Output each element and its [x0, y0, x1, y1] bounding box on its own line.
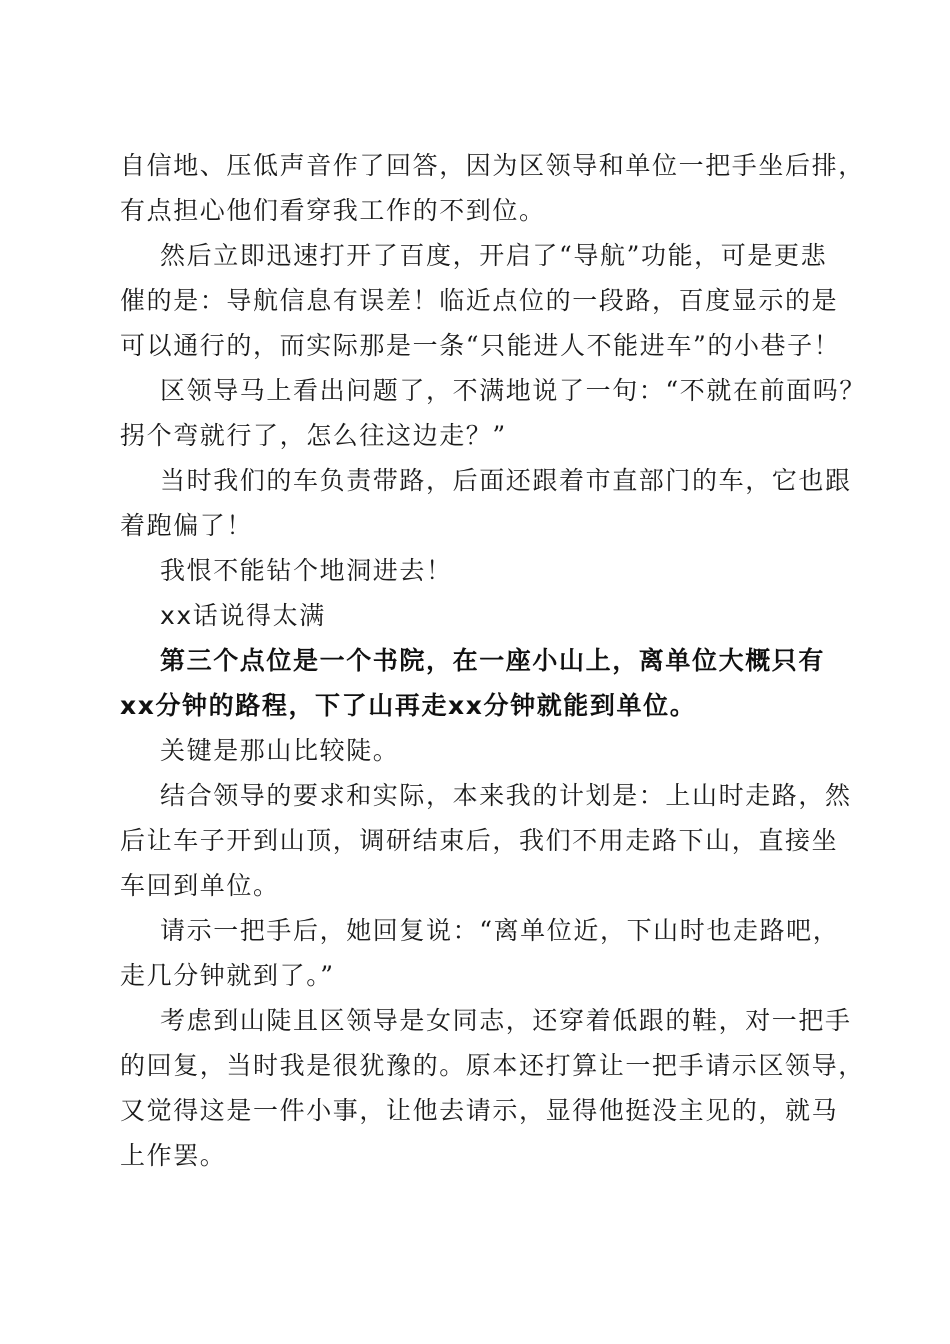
paragraph-line: 自信地、压低声音作了回答，因为区领导和单位一把手坐后排，	[120, 151, 865, 180]
paragraph-line: 请示一把手后，她回复说：“离单位近，下山时也走路吧，	[160, 916, 840, 945]
paragraph-line: 第三个点位是一个书院，在一座小山上，离单位大概只有	[160, 646, 826, 675]
paragraph-line: 考虑到山陡且区领导是女同志，还穿着低跟的鞋，对一把手	[160, 1006, 852, 1035]
paragraph-line: 催的是：导航信息有误差！临近点位的一段路，百度显示的是	[120, 286, 839, 315]
paragraph-line: 有点担心他们看穿我工作的不到位。	[120, 196, 546, 225]
paragraph-line: 可以通行的，而实际那是一条“只能进人不能进车”的小巷子！	[120, 331, 841, 360]
paragraph-line: xx分钟的路程，下了山再走xx分钟就能到单位。	[120, 691, 697, 720]
paragraph-line: 区领导马上看出问题了，不满地说了一句：“不就在前面吗？	[160, 376, 866, 405]
paragraph-line: 结合领导的要求和实际，本来我的计划是：上山时走路，然	[160, 781, 852, 810]
paragraph-line: 后让车子开到山顶，调研结束后，我们不用走路下山，直接坐	[120, 826, 839, 855]
paragraph-line: 拐个弯就行了，怎么往这边走？”	[120, 421, 507, 450]
paragraph-line: 着跑偏了！	[120, 511, 254, 540]
paragraph-line: 关键是那山比较陡。	[160, 736, 400, 765]
paragraph-line: 车回到单位。	[120, 871, 280, 900]
paragraph-line: 的回复，当时我是很犹豫的。原本还打算让一把手请示区领导，	[120, 1051, 865, 1080]
paragraph-line: 当时我们的车负责带路，后面还跟着市直部门的车，它也跟	[160, 466, 852, 495]
body-text	[120, 143, 866, 1178]
paragraph-line: 又觉得这是一件小事，让他去请示，显得他挺没主见的，就马	[120, 1096, 839, 1125]
section-heading: xx话说得太满	[160, 601, 326, 630]
paragraph-line: 走几分钟就到了。”	[120, 961, 335, 990]
paragraph-line: 我恨不能钻个地洞进去！	[160, 556, 453, 585]
paragraph-line: 上作罢。	[120, 1141, 227, 1170]
paragraph-line: 然后立即迅速打开了百度，开启了“导航”功能，可是更悲	[160, 241, 828, 270]
